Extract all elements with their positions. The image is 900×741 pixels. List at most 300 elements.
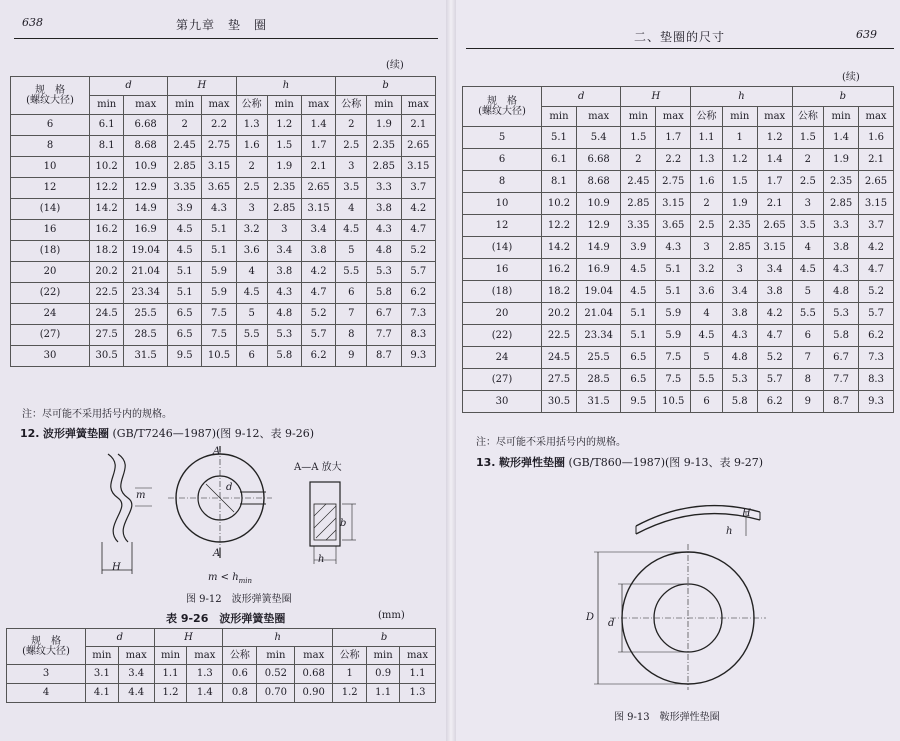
value-cell: 1.6 [859,127,894,149]
spec-cell: 24 [11,304,90,325]
value-cell: 16.2 [542,259,577,281]
value-cell: 23.34 [124,283,168,304]
value-cell: 3.6 [691,281,723,303]
value-cell: 8.7 [824,391,859,413]
value-cell: 12.2 [542,215,577,237]
subheader-cell: 公称 [333,647,367,665]
subheader-cell: min [257,647,295,665]
value-cell: 6.5 [168,304,202,325]
spec-cell: 20 [463,303,542,325]
value-cell: 5.9 [202,262,236,283]
value-cell: 12.9 [576,215,620,237]
table-row [11,115,436,136]
value-cell: 1.5 [792,127,824,149]
group-header-d: d [86,629,155,647]
value-cell: 0.9 [367,665,400,684]
value-cell: 24.5 [542,347,577,369]
value-cell: 0.68 [295,665,333,684]
table-row [11,178,436,199]
value-cell: 3.1 [86,665,119,684]
value-cell: 12.2 [90,178,124,199]
value-cell: 2.85 [722,237,757,259]
value-cell: 9 [792,391,824,413]
value-cell: 1.9 [267,157,301,178]
value-cell: 7.5 [202,304,236,325]
spec-cell: 16 [11,220,90,241]
value-cell: 1 [333,665,367,684]
fig12-section-label: A—A 放大 [294,462,342,473]
value-cell: 4.4 [118,684,154,703]
table-row [463,347,894,369]
subheader-cell: min [621,107,656,127]
value-cell: 8.68 [124,136,168,157]
table-9-26-unit: (mm) [378,610,405,621]
value-cell: 3.4 [301,220,335,241]
spec-cell: 30 [463,391,542,413]
value-cell: 3 [336,157,367,178]
value-cell: 1.4 [187,684,223,703]
subheader-cell: max [118,647,154,665]
value-cell: 4.7 [301,283,335,304]
value-cell: 14.2 [542,237,577,259]
spec-header-label: 规 格 [487,95,517,107]
value-cell: 2.85 [168,157,202,178]
value-cell: 9 [336,346,367,367]
value-cell: 1.1 [154,665,187,684]
group-header-d: d [90,77,168,96]
value-cell: 5.5 [792,303,824,325]
value-cell: 4.2 [859,237,894,259]
table-row [7,684,436,703]
value-cell: 3 [722,259,757,281]
value-cell: 24.5 [90,304,124,325]
subheader-cell: 公称 [336,96,367,115]
value-cell: 4.5 [691,325,723,347]
value-cell: 3.8 [267,262,301,283]
value-cell: 20.2 [542,303,577,325]
subheader-cell: max [399,647,435,665]
value-cell: 7.5 [656,347,691,369]
value-cell: 31.5 [124,346,168,367]
value-cell: 4 [236,262,267,283]
value-cell: 5.3 [367,262,401,283]
spec-cell: 6 [11,115,90,136]
value-cell: 1.9 [367,115,401,136]
value-cell: 1.1 [399,665,435,684]
value-cell: 2.35 [722,215,757,237]
section-13-title: 鞍形弹性垫圈 [499,456,565,469]
value-cell: 1.9 [824,149,859,171]
value-cell: 1.4 [301,115,335,136]
value-cell: 4.3 [367,220,401,241]
subheader-cell: 公称 [223,647,257,665]
value-cell: 8.3 [859,369,894,391]
value-cell: 4.7 [757,325,792,347]
value-cell: 3.3 [824,215,859,237]
spec-cell: (27) [463,369,542,391]
left-page-number: 638 [22,16,43,29]
value-cell: 23.34 [576,325,620,347]
fig12-label-m: m [136,490,146,501]
value-cell: 4.5 [792,259,824,281]
subheader-cell: max [656,107,691,127]
value-cell: 3.15 [301,199,335,220]
value-cell: 0.52 [257,665,295,684]
value-cell: 7.5 [202,325,236,346]
value-cell: 2.75 [656,171,691,193]
fig12-label-b: b [340,518,347,529]
spec-cell: 30 [11,346,90,367]
value-cell: 6.5 [621,347,656,369]
value-cell: 1.2 [154,684,187,703]
figure-9-12-drawing [80,446,410,586]
value-cell: 2 [621,149,656,171]
fig12-label-a-bottom: A [213,548,221,559]
value-cell: 3.7 [859,215,894,237]
value-cell: 3 [236,199,267,220]
value-cell: 7.7 [824,369,859,391]
value-cell: 1.2 [757,127,792,149]
value-cell: 3.65 [656,215,691,237]
value-cell: 3.35 [621,215,656,237]
value-cell: 2.5 [792,171,824,193]
group-header-b: b [333,629,436,647]
table-row [463,325,894,347]
value-cell: 6.7 [824,347,859,369]
value-cell: 5.1 [542,127,577,149]
value-cell: 4 [336,199,367,220]
value-cell: 0.6 [223,665,257,684]
value-cell: 6.2 [757,391,792,413]
right-page-number: 639 [856,28,877,41]
value-cell: 3.35 [168,178,202,199]
value-cell: 10.9 [124,157,168,178]
value-cell: 5 [792,281,824,303]
value-cell: 20.2 [90,262,124,283]
spec-cell: 5 [463,127,542,149]
subheader-cell: max [301,96,335,115]
value-cell: 8.1 [542,171,577,193]
value-cell: 1.9 [722,193,757,215]
value-cell: 1.6 [236,136,267,157]
table-row [11,220,436,241]
table-row [463,369,894,391]
subheader-cell: min [722,107,757,127]
table-row [463,303,894,325]
value-cell: 2.65 [757,215,792,237]
table-row [7,665,436,684]
value-cell: 9.3 [859,391,894,413]
value-cell: 4.8 [824,281,859,303]
value-cell: 1.4 [824,127,859,149]
value-cell: 9.3 [401,346,435,367]
value-cell: 3.5 [792,215,824,237]
spec-header-sublabel: (螺纹大径) [478,105,526,117]
spec-header-cell [463,87,542,127]
value-cell: 5.9 [202,283,236,304]
value-cell: 1 [722,127,757,149]
value-cell: 2.85 [621,193,656,215]
value-cell: 3.8 [367,199,401,220]
value-cell: 7.3 [859,347,894,369]
fig13-label-H: H [742,508,751,519]
value-cell: 3.3 [367,178,401,199]
value-cell: 10.5 [656,391,691,413]
value-cell: 1.2 [722,149,757,171]
table-row [11,241,436,262]
value-cell: 31.5 [576,391,620,413]
value-cell: 5.8 [722,391,757,413]
value-cell: 1.3 [691,149,723,171]
right-header-rule [466,48,894,49]
spec-cell: 3 [7,665,86,684]
value-cell: 4.5 [236,283,267,304]
value-cell: 5.9 [656,325,691,347]
value-cell: 3.8 [757,281,792,303]
fig12-condition-sub: min [238,577,253,585]
right-note: 注：尽可能不采用括号内的规格。 [476,437,626,448]
value-cell: 6 [336,283,367,304]
value-cell: 5.1 [168,262,202,283]
value-cell: 3 [792,193,824,215]
value-cell: 2.1 [859,149,894,171]
left-size-table [10,76,436,367]
value-cell: 5.8 [267,346,301,367]
value-cell: 5.1 [621,325,656,347]
spec-header-sublabel: (螺纹大径) [22,645,70,657]
value-cell: 10.2 [90,157,124,178]
value-cell: 3.6 [236,241,267,262]
spec-cell: 20 [11,262,90,283]
spec-cell: 12 [11,178,90,199]
group-header-H: H [168,77,237,96]
value-cell: 2.5 [236,178,267,199]
value-cell: 1.6 [691,171,723,193]
subheader-cell: max [202,96,236,115]
value-cell: 2.75 [202,136,236,157]
value-cell: 28.5 [124,325,168,346]
value-cell: 1.5 [621,127,656,149]
table-row [463,193,894,215]
table-row [463,215,894,237]
value-cell: 8.3 [401,325,435,346]
value-cell: 1.7 [656,127,691,149]
left-continued: (续) [386,60,404,71]
value-cell: 6.68 [576,149,620,171]
value-cell: 3.15 [202,157,236,178]
value-cell: 2.1 [401,115,435,136]
table-9-26 [6,628,436,703]
left-header-rule [14,38,438,39]
value-cell: 6 [236,346,267,367]
value-cell: 2.65 [859,171,894,193]
value-cell: 6.5 [168,325,202,346]
value-cell: 2.85 [824,193,859,215]
value-cell: 6.7 [367,304,401,325]
value-cell: 5.2 [859,281,894,303]
subheader-cell: min [367,96,401,115]
value-cell: 5 [691,347,723,369]
table-header-row [463,87,894,107]
spec-cell: (22) [11,283,90,304]
value-cell: 2.35 [267,178,301,199]
value-cell: 4.3 [202,199,236,220]
spec-cell: (27) [11,325,90,346]
value-cell: 5.9 [656,303,691,325]
section-12-number: 12. [20,427,40,440]
value-cell: 9.5 [621,391,656,413]
group-header-h: h [223,629,333,647]
group-header-b: b [792,87,893,107]
spec-header-cell [11,77,90,115]
spec-cell: (18) [463,281,542,303]
value-cell: 3 [267,220,301,241]
value-cell: 3.2 [236,220,267,241]
value-cell: 6 [792,325,824,347]
value-cell: 1.7 [301,136,335,157]
value-cell: 14.9 [576,237,620,259]
value-cell: 30.5 [90,346,124,367]
value-cell: 3.9 [168,199,202,220]
left-chapter-header: 第九章 垫 圈 [176,18,268,32]
value-cell: 5.7 [757,369,792,391]
subheader-cell: min [824,107,859,127]
group-header-d: d [542,87,621,107]
spec-cell: 8 [11,136,90,157]
value-cell: 2 [336,115,367,136]
value-cell: 2.45 [621,171,656,193]
value-cell: 6 [691,391,723,413]
value-cell: 25.5 [576,347,620,369]
table-row [463,149,894,171]
table-row [11,262,436,283]
value-cell: 21.04 [124,262,168,283]
value-cell: 16.9 [124,220,168,241]
value-cell: 3.8 [722,303,757,325]
subheader-cell: min [90,96,124,115]
spec-cell: (14) [463,237,542,259]
value-cell: 4.2 [301,262,335,283]
value-cell: 4.8 [722,347,757,369]
subheader-cell: 公称 [236,96,267,115]
value-cell: 1.2 [333,684,367,703]
spec-cell: 12 [463,215,542,237]
subheader-cell: max [124,96,168,115]
table-9-26-title: 表 9-26 波形弹簧垫圈 [166,612,286,625]
figure-9-13-drawing [570,490,790,690]
value-cell: 4.8 [367,241,401,262]
value-cell: 4 [691,303,723,325]
value-cell: 3.4 [267,241,301,262]
subheader-cell: min [267,96,301,115]
value-cell: 2.5 [691,215,723,237]
spec-cell: (14) [11,199,90,220]
spec-header-sublabel: (螺纹大径) [26,94,74,106]
subheader-cell: min [367,647,400,665]
value-cell: 4.2 [757,303,792,325]
value-cell: 5.7 [859,303,894,325]
value-cell: 4.5 [168,241,202,262]
value-cell: 1.3 [187,665,223,684]
value-cell: 3.7 [401,178,435,199]
subheader-cell: min [168,96,202,115]
value-cell: 5.1 [202,241,236,262]
value-cell: 22.5 [542,325,577,347]
value-cell: 5.1 [168,283,202,304]
table-row [463,281,894,303]
value-cell: 3.9 [621,237,656,259]
value-cell: 3.15 [656,193,691,215]
spec-cell: 10 [11,157,90,178]
value-cell: 3.5 [336,178,367,199]
value-cell: 1.5 [267,136,301,157]
fig13-label-D: D [586,612,595,623]
value-cell: 5.1 [621,303,656,325]
value-cell: 2.5 [336,136,367,157]
value-cell: 27.5 [90,325,124,346]
value-cell: 16.9 [576,259,620,281]
value-cell: 2.35 [824,171,859,193]
value-cell: 3.65 [202,178,236,199]
value-cell: 3.2 [691,259,723,281]
value-cell: 25.5 [124,304,168,325]
value-cell: 5.3 [267,325,301,346]
value-cell: 7 [336,304,367,325]
value-cell: 19.04 [576,281,620,303]
value-cell: 4.5 [336,220,367,241]
fig12-condition-text: m < h [208,572,239,583]
group-header-H: H [621,87,691,107]
value-cell: 5.7 [301,325,335,346]
table-row [463,171,894,193]
value-cell: 5.5 [691,369,723,391]
value-cell: 5.7 [401,262,435,283]
value-cell: 1.4 [757,149,792,171]
value-cell: 12.9 [124,178,168,199]
value-cell: 3.15 [401,157,435,178]
value-cell: 4.1 [86,684,119,703]
section-13-heading [476,454,763,470]
value-cell: 5.8 [367,283,401,304]
value-cell: 5.5 [336,262,367,283]
spec-cell: 24 [463,347,542,369]
value-cell: 7 [792,347,824,369]
value-cell: 2.85 [267,199,301,220]
value-cell: 3.15 [757,237,792,259]
subheader-cell: max [757,107,792,127]
value-cell: 5 [336,241,367,262]
table-row [463,391,894,413]
table-header-row [7,629,436,647]
spec-cell: 4 [7,684,86,703]
value-cell: 2 [792,149,824,171]
value-cell: 5.3 [824,303,859,325]
spec-cell: 10 [463,193,542,215]
value-cell: 2.1 [301,157,335,178]
value-cell: 2.85 [367,157,401,178]
value-cell: 1.7 [757,171,792,193]
fig13-label-d: d [608,618,615,629]
value-cell: 3 [691,237,723,259]
value-cell: 6.2 [301,346,335,367]
value-cell: 5.1 [656,281,691,303]
value-cell: 1.3 [399,684,435,703]
value-cell: 21.04 [576,303,620,325]
value-cell: 27.5 [542,369,577,391]
fig13-caption: 图 9-13 鞍形弹性垫圈 [614,712,720,723]
value-cell: 2.65 [301,178,335,199]
value-cell: 4.3 [267,283,301,304]
